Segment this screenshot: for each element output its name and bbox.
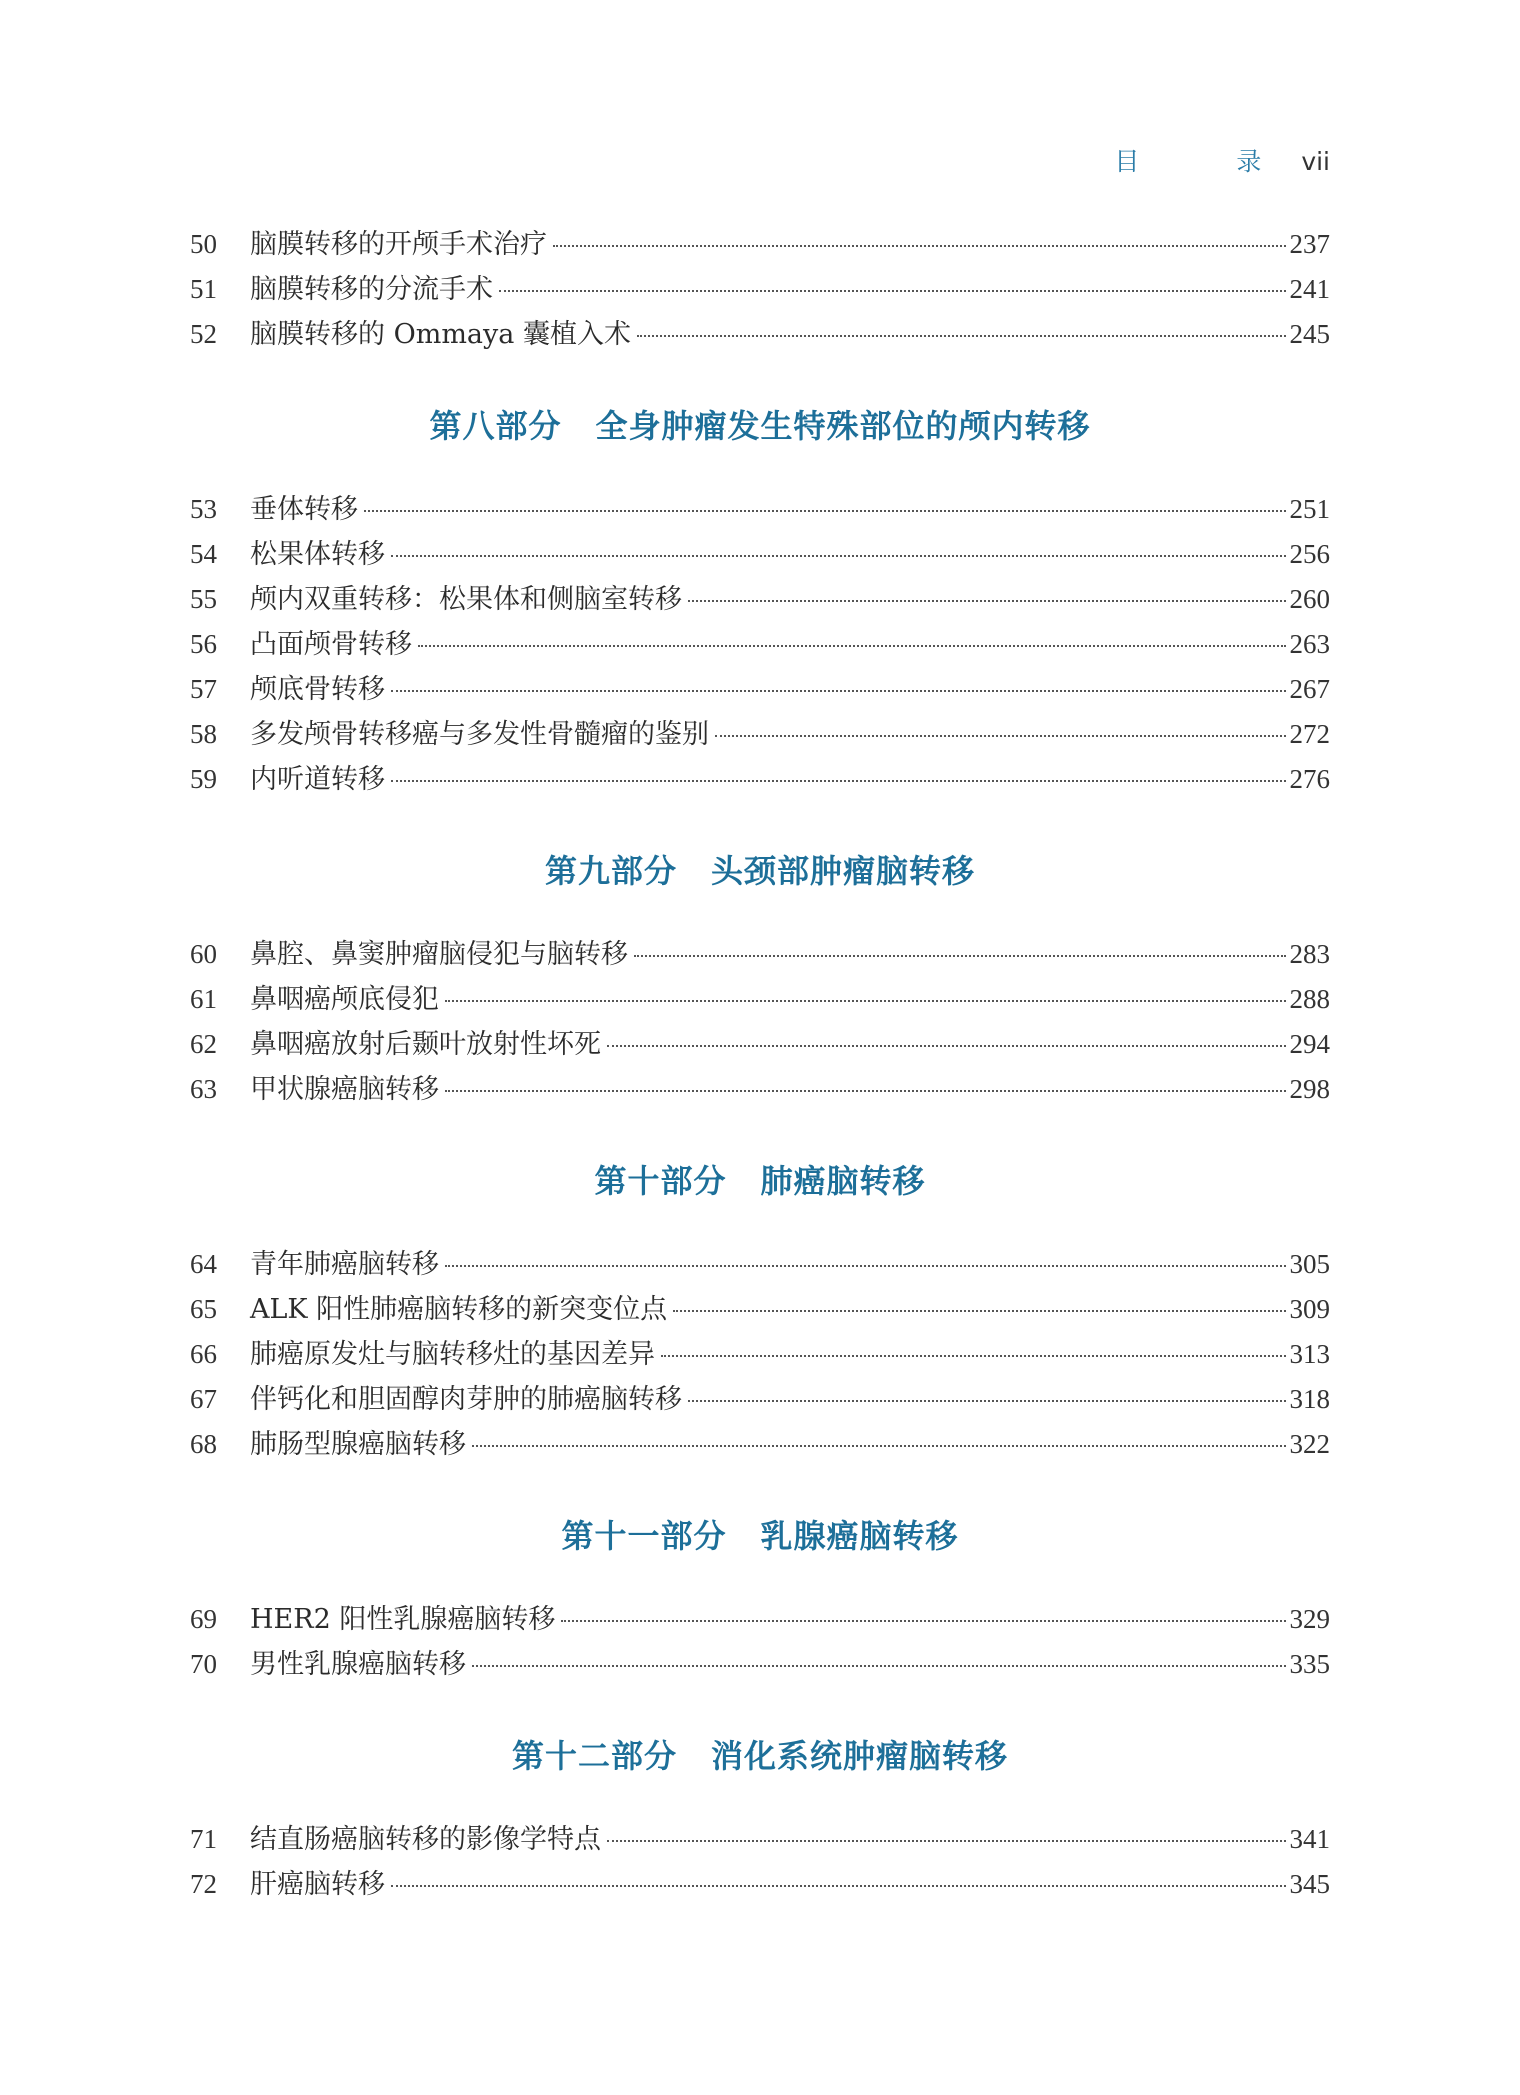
dot-leader — [634, 955, 1286, 957]
entry-page-number: 341 — [1289, 1824, 1330, 1854]
entry-page-number: 313 — [1289, 1339, 1330, 1369]
entry-number: 54 — [190, 539, 217, 569]
dot-leader — [445, 1265, 1286, 1267]
part-title-text: 乳腺癌脑转移 — [760, 1517, 959, 1555]
part-title-text: 头颈部肿瘤脑转移 — [711, 852, 976, 890]
entry-title: 颅内双重转移：松果体和侧脑室转移 — [250, 584, 682, 615]
entry-title: 肺癌原发灶与脑转移灶的基因差异 — [250, 1339, 655, 1370]
entry-title: 凸面颅骨转移 — [250, 629, 412, 660]
entry-title: 青年肺癌脑转移 — [250, 1249, 439, 1280]
entry-title: 垂体转移 — [250, 494, 358, 525]
dot-leader — [445, 1090, 1286, 1092]
dot-leader — [499, 290, 1286, 292]
part-heading-10[interactable] — [190, 1160, 1330, 1202]
entry-title: 鼻咽癌颅底侵犯 — [250, 984, 439, 1015]
entry-number: 64 — [190, 1249, 217, 1279]
entry-page-number: 305 — [1289, 1249, 1330, 1279]
running-head-page-number: vii — [1301, 147, 1330, 176]
entry-number: 69 — [190, 1604, 217, 1634]
entry-title: 脑膜转移的分流手术 — [250, 274, 493, 305]
entry-page-number: 309 — [1289, 1294, 1330, 1324]
entry-title: 甲状腺癌脑转移 — [250, 1074, 439, 1105]
dot-leader — [661, 1355, 1286, 1357]
dot-leader — [637, 335, 1286, 337]
entry-page-number: 298 — [1289, 1074, 1330, 1104]
dot-leader — [364, 510, 1286, 512]
part-title-text: 全身肿瘤发生特殊部位的颅内转移 — [595, 407, 1091, 445]
toc-entry[interactable] — [190, 222, 1330, 267]
part-label: 第十一部分 — [561, 1517, 727, 1555]
entry-page-number: 294 — [1289, 1029, 1330, 1059]
table-of-contents — [190, 222, 1330, 1907]
dot-leader — [445, 1000, 1286, 1002]
entry-number: 56 — [190, 629, 217, 659]
entry-page-number: 263 — [1289, 629, 1330, 659]
dot-leader — [391, 1885, 1286, 1887]
toc-entry[interactable] — [190, 1332, 1330, 1377]
entry-number: 67 — [190, 1384, 217, 1414]
entry-number: 60 — [190, 939, 217, 969]
entry-page-number: 283 — [1289, 939, 1330, 969]
entry-page-number: 329 — [1289, 1604, 1330, 1634]
entry-number: 51 — [190, 274, 217, 304]
dot-leader — [391, 690, 1286, 692]
entry-number: 71 — [190, 1824, 217, 1854]
entry-title: ALK 阳性肺癌脑转移的新突变位点 — [250, 1294, 668, 1325]
toc-entry[interactable] — [190, 1422, 1330, 1467]
entry-number: 66 — [190, 1339, 217, 1369]
entry-title: 脑膜转移的 Ommaya 囊植入术 — [250, 319, 631, 350]
entry-page-number: 276 — [1289, 764, 1330, 794]
entry-title: 脑膜转移的开颅手术治疗 — [250, 229, 547, 260]
entry-page-number: 318 — [1289, 1384, 1330, 1414]
toc-entry[interactable] — [190, 1242, 1330, 1287]
dot-leader — [688, 600, 1286, 602]
dot-leader — [472, 1445, 1286, 1447]
toc-entry[interactable] — [190, 667, 1330, 712]
dot-leader — [607, 1840, 1286, 1842]
entry-number: 59 — [190, 764, 217, 794]
dot-leader — [391, 555, 1286, 557]
entry-number: 61 — [190, 984, 217, 1014]
entry-title: 肝癌脑转移 — [250, 1869, 385, 1900]
entry-title: 肺肠型腺癌脑转移 — [250, 1429, 466, 1460]
entry-title: 伴钙化和胆固醇肉芽肿的肺癌脑转移 — [250, 1384, 682, 1415]
part-title-text: 肺癌脑转移 — [760, 1162, 926, 1200]
entry-number: 72 — [190, 1869, 217, 1899]
toc-entry[interactable] — [190, 1862, 1330, 1907]
entry-page-number: 345 — [1289, 1869, 1330, 1899]
dot-leader — [472, 1665, 1286, 1667]
part-heading-11[interactable] — [190, 1515, 1330, 1557]
entry-number: 63 — [190, 1074, 217, 1104]
toc-entry[interactable] — [190, 977, 1330, 1022]
entry-number: 70 — [190, 1649, 217, 1679]
entry-title: 男性乳腺癌脑转移 — [250, 1649, 466, 1680]
part-heading-8[interactable] — [190, 405, 1330, 447]
dot-leader — [715, 735, 1286, 737]
toc-entry[interactable] — [190, 712, 1330, 757]
toc-entry[interactable] — [190, 1287, 1330, 1332]
entry-title: HER2 阳性乳腺癌脑转移 — [250, 1604, 556, 1635]
toc-entry[interactable] — [190, 1022, 1330, 1067]
dot-leader — [553, 245, 1286, 247]
part-label: 第九部分 — [544, 852, 677, 890]
entry-number: 52 — [190, 319, 217, 349]
entry-title: 鼻咽癌放射后颞叶放射性坏死 — [250, 1029, 601, 1060]
toc-entry[interactable] — [190, 487, 1330, 532]
entry-page-number: 272 — [1289, 719, 1330, 749]
part-label: 第十二部分 — [511, 1737, 677, 1775]
dot-leader — [688, 1400, 1286, 1402]
entry-page-number: 260 — [1289, 584, 1330, 614]
entry-number: 58 — [190, 719, 217, 749]
entry-title: 内听道转移 — [250, 764, 385, 795]
entry-page-number: 256 — [1289, 539, 1330, 569]
entry-title: 结直肠癌脑转移的影像学特点 — [250, 1824, 601, 1855]
toc-entry[interactable] — [190, 757, 1330, 802]
entry-number: 55 — [190, 584, 217, 614]
dot-leader — [561, 1620, 1285, 1622]
toc-entry[interactable] — [190, 1642, 1330, 1687]
entry-page-number: 251 — [1289, 494, 1330, 524]
entry-page-number: 237 — [1289, 229, 1330, 259]
entry-title: 多发颅骨转移癌与多发性骨髓瘤的鉴别 — [250, 719, 709, 750]
part-label: 第八部分 — [429, 407, 562, 445]
toc-entry[interactable] — [190, 1377, 1330, 1422]
toc-entry[interactable] — [190, 1067, 1330, 1112]
running-head — [1114, 142, 1330, 178]
part-heading-9[interactable] — [190, 850, 1330, 892]
toc-entry[interactable] — [190, 267, 1330, 312]
toc-entry[interactable] — [190, 1817, 1330, 1862]
toc-entry[interactable] — [190, 577, 1330, 622]
entry-page-number: 245 — [1289, 319, 1330, 349]
entry-number: 57 — [190, 674, 217, 704]
entry-title: 松果体转移 — [250, 539, 385, 570]
entry-number: 50 — [190, 229, 217, 259]
dot-leader — [607, 1045, 1286, 1047]
part-title-text: 消化系统肿瘤脑转移 — [711, 1737, 1009, 1775]
toc-entry[interactable] — [190, 312, 1330, 357]
entry-page-number: 322 — [1289, 1429, 1330, 1459]
part-heading-12[interactable] — [190, 1735, 1330, 1777]
running-head-label: 目 录 — [1114, 147, 1298, 176]
entry-number: 53 — [190, 494, 217, 524]
entry-number: 65 — [190, 1294, 217, 1324]
dot-leader — [673, 1310, 1285, 1312]
entry-page-number: 335 — [1289, 1649, 1330, 1679]
toc-entry[interactable] — [190, 932, 1330, 977]
toc-entry[interactable] — [190, 622, 1330, 667]
toc-entry[interactable] — [190, 532, 1330, 577]
entry-number: 68 — [190, 1429, 217, 1459]
dot-leader — [418, 645, 1286, 647]
part-label: 第十部分 — [594, 1162, 727, 1200]
entry-page-number: 288 — [1289, 984, 1330, 1014]
entry-number: 62 — [190, 1029, 217, 1059]
entry-title: 鼻腔、鼻窦肿瘤脑侵犯与脑转移 — [250, 939, 628, 970]
dot-leader — [391, 780, 1286, 782]
entry-title: 颅底骨转移 — [250, 674, 385, 705]
entry-page-number: 267 — [1289, 674, 1330, 704]
entry-page-number: 241 — [1289, 274, 1330, 304]
toc-entry[interactable] — [190, 1597, 1330, 1642]
